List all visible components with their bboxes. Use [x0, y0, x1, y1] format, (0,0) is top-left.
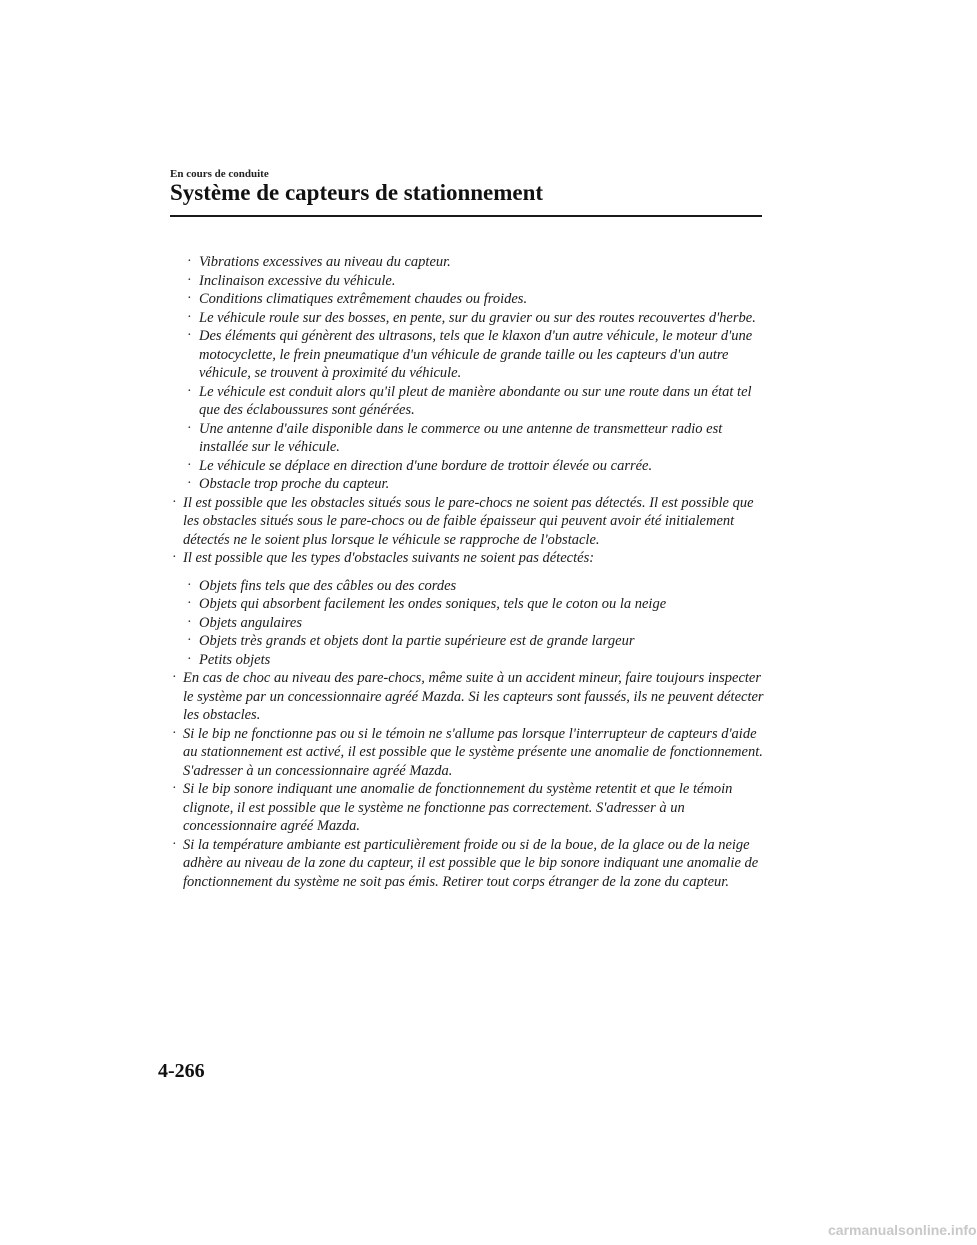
- main-content: [170, 253, 770, 891]
- bullet-icon: ·: [187, 383, 192, 399]
- bullet-icon: ·: [172, 494, 177, 510]
- bullet-icon: ·: [172, 550, 177, 565]
- list-item: · Le véhicule roule sur des bosses, en pente, sur du gravier ou sur des routes recouvertes d'herbe.: [187, 309, 756, 326]
- list-item: · Objets très grands et objets dont la partie supérieure est de grande largeur: [187, 633, 635, 649]
- list-item: · Si le bip ne fonctionne pas ou si le témoin ne s'allume pas lorsque l'interrupteur de capteurs d'aide au stationnement est activé, il est possible que le système présente une anomalie de fonctionnement. S'adresser à un concessionnaire agréé Mazda.: [172, 725, 763, 779]
- bullet-icon: ·: [187, 457, 192, 473]
- list-item: · Obstacle trop proche du capteur.: [187, 476, 390, 492]
- section-label: En cours de conduite: [170, 168, 269, 180]
- list-item: · Le véhicule se déplace en direction d'une bordure de trottoir élevée ou carrée.: [187, 457, 653, 474]
- list-item: · Objets qui absorbent facilement les ondes soniques, tels que le coton ou la neige: [187, 596, 667, 612]
- bullet-icon: ·: [187, 254, 192, 269]
- list-item: · Objets fins tels que des câbles ou des cordes: [187, 577, 457, 594]
- bullet-icon: ·: [187, 577, 192, 593]
- bullet-icon: ·: [172, 725, 177, 741]
- bullet-icon: ·: [187, 420, 192, 436]
- bullet-icon: ·: [187, 291, 192, 306]
- page-number: 4-266: [158, 1060, 205, 1082]
- watermark: carmanualsonline.info: [828, 1222, 977, 1238]
- list-item: · Des éléments qui génèrent des ultrasons, tels que le klaxon d'un autre véhicule, le moteur d'une motocyclette, le frein pneumatique d'un véhicule de grande taille ou les capteurs d'un autre véhicule, se trouvent à proximité du véhicule.: [187, 328, 753, 381]
- bullet-icon: ·: [187, 614, 192, 630]
- bullet-icon: ·: [187, 272, 192, 288]
- bullet-icon: ·: [187, 476, 192, 491]
- list-item: · Conditions climatiques extrêmement chaudes ou froides.: [187, 291, 528, 307]
- bullet-icon: ·: [172, 781, 177, 796]
- page-title: Système de capteurs de stationnement: [170, 180, 544, 205]
- list-item: · Inclinaison excessive du véhicule.: [187, 272, 396, 289]
- list-item: · Objets angulaires: [187, 614, 302, 631]
- list-item: · Petits objets: [187, 651, 271, 668]
- bullet-icon: ·: [172, 836, 177, 852]
- list-item: · Il est possible que les types d'obstacles suivants ne soient pas détectés:: [172, 550, 595, 566]
- list-item: · Le véhicule est conduit alors qu'il pleut de manière abondante ou sur une route dans un état tel que des éclaboussures sont générées.: [187, 383, 752, 418]
- list-item: · Si le bip sonore indiquant une anomalie de fonctionnement du système retentit et que le témoin clignote, il est possible que le système ne fonctionne pas correctement. S'adresser à un concessionnaire agréé Mazda.: [172, 781, 733, 834]
- title-divider: [170, 215, 762, 217]
- list-item: · Vibrations excessives au niveau du capteur.: [187, 254, 451, 270]
- bullet-icon: ·: [172, 670, 177, 685]
- list-item: · Si la température ambiante est particulièrement froide ou si de la boue, de la glace ou de la neige adhère au niveau de la zone du capteur, il est possible que le bip sonore indiquant une anomalie de fonctionnement du système ne soit pas émis. Retirer tout corps étranger de la zone du capteur.: [172, 836, 759, 890]
- bullet-icon: ·: [187, 633, 192, 648]
- list-item: · Il est possible que les obstacles situés sous le pare-chocs ne soient pas détectés. Il est possible que les obstacles situés sous le pare-chocs ou de faible épaisseur qui peuvent avoir été initialement détectés ne le soient plus lorsque le véhicule se rapproche de l'obstacle.: [172, 494, 754, 548]
- list-item: · Une antenne d'aile disponible dans le commerce ou une antenne de transmetteur radio est installée sur le véhicule.: [187, 420, 723, 455]
- bullet-icon: ·: [187, 309, 192, 325]
- bullet-icon: ·: [187, 651, 192, 667]
- bullet-icon: ·: [187, 596, 192, 611]
- bullet-icon: ·: [187, 328, 192, 343]
- list-item: · En cas de choc au niveau des pare-chocs, même suite à un accident mineur, faire toujours inspecter le système par un concessionnaire agréé Mazda. Si les capteurs sont faussés, ils ne peuvent détecter les obstacles.: [172, 670, 764, 723]
